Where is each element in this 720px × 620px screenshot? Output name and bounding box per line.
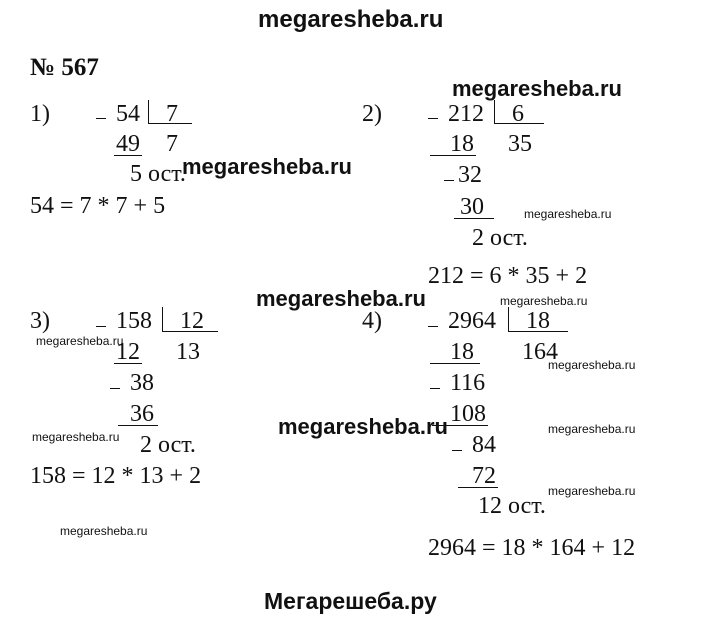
dividend: 54	[116, 101, 140, 127]
watermark-small: megaresheba.ru	[60, 524, 148, 538]
problem-label: 1)	[30, 101, 50, 127]
partial-remainder: 38	[130, 370, 154, 396]
watermark-small: megaresheba.ru	[36, 334, 124, 348]
quotient: 13	[176, 339, 200, 365]
subtrahend: 72	[472, 463, 496, 489]
subtrahend: 12	[116, 339, 140, 365]
divisor: 18	[526, 308, 550, 334]
subtrahend: 36	[130, 401, 154, 427]
subtraction-underline	[430, 363, 480, 364]
minus-sign	[428, 118, 438, 119]
minus-sign	[428, 326, 438, 327]
watermark-large: megaresheba.ru	[256, 286, 426, 311]
quotient: 35	[508, 131, 532, 157]
subtrahend: 18	[450, 131, 474, 157]
subtraction-underline	[118, 425, 158, 426]
division-bar-vertical	[508, 307, 509, 331]
division-bar-vertical	[148, 100, 149, 124]
partial-remainder: 32	[458, 162, 482, 188]
check-equation: 212 = 6 * 35 + 2	[428, 263, 588, 289]
division-bar-vertical	[494, 100, 495, 124]
footer-site-title: Мегарешеба.ру	[264, 588, 437, 614]
divisor: 6	[512, 101, 524, 127]
dividend: 212	[448, 101, 484, 127]
watermark-small: megaresheba.ru	[548, 484, 636, 498]
check-equation: 158 = 12 * 13 + 2	[30, 463, 202, 489]
subtrahend: 18	[450, 339, 474, 365]
partial-remainder: 84	[472, 432, 496, 458]
subtraction-underline	[458, 487, 498, 488]
subtraction-underline	[430, 155, 476, 156]
problem-number: № 567	[30, 54, 99, 81]
subtraction-underline	[114, 363, 142, 364]
minus-sign	[430, 388, 440, 389]
subtrahend: 108	[450, 401, 486, 427]
watermark-small: megaresheba.ru	[548, 422, 636, 436]
dividend: 158	[116, 308, 152, 334]
check-equation: 2964 = 18 * 164 + 12	[428, 535, 636, 561]
watermark-small: megaresheba.ru	[32, 430, 120, 444]
problem-label: 3)	[30, 308, 50, 334]
remainder: 12 ост.	[478, 493, 546, 519]
divisor: 7	[166, 101, 178, 127]
watermark-large: megaresheba.ru	[278, 414, 448, 439]
minus-sign	[452, 450, 462, 451]
dividend: 2964	[448, 308, 496, 334]
subtraction-underline	[114, 155, 142, 156]
remainder: 2 ост.	[140, 432, 196, 458]
watermark-large: megaresheba.ru	[182, 154, 352, 179]
minus-sign	[444, 180, 454, 181]
problem-label: 2)	[362, 101, 382, 127]
subtraction-underline	[454, 218, 494, 219]
minus-sign	[96, 326, 106, 327]
remainder: 5 ост.	[130, 161, 186, 187]
watermark-small: megaresheba.ru	[524, 207, 612, 221]
division-bar-vertical	[162, 307, 163, 331]
remainder: 2 ост.	[472, 225, 528, 251]
minus-sign	[110, 388, 120, 389]
watermark-small: megaresheba.ru	[500, 294, 588, 308]
minus-sign	[96, 118, 106, 119]
subtrahend: 49	[116, 131, 140, 157]
watermark-small: megaresheba.ru	[548, 358, 636, 372]
problem-label: 4)	[362, 308, 382, 334]
divisor: 12	[180, 308, 204, 334]
subtrahend: 30	[460, 194, 484, 220]
quotient: 7	[166, 131, 178, 157]
check-equation: 54 = 7 * 7 + 5	[30, 193, 166, 219]
header-site-title: megaresheba.ru	[258, 6, 444, 33]
partial-remainder: 116	[450, 370, 486, 396]
quotient: 164	[522, 339, 558, 365]
watermark-large: megaresheba.ru	[452, 76, 622, 101]
